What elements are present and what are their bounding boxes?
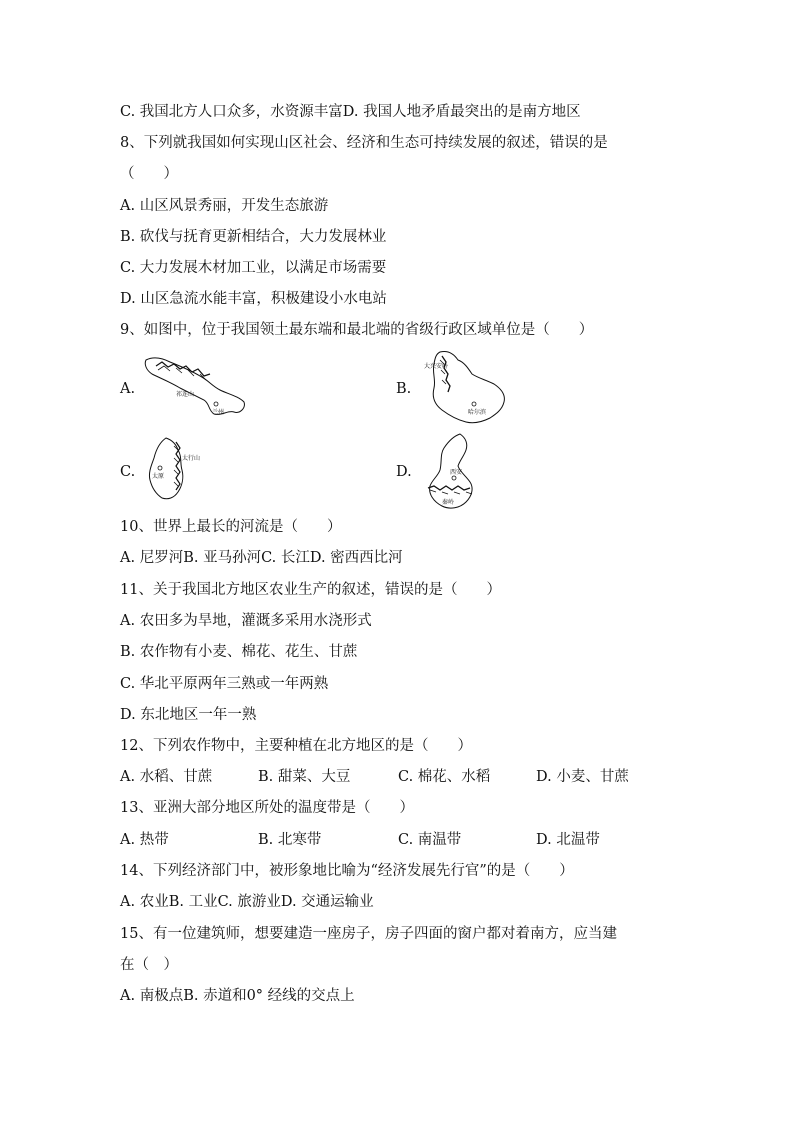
map-heilongjiang [420,348,510,428]
question-13-options [120,830,680,850]
option-c: C. 棉花、水稻 [398,769,491,785]
map-label: 太原 [152,473,165,480]
option-a: A. 水稻、甘蔗 [120,769,213,785]
question-14-options: A. 农业B. 工业C. 旅游业D. 交通运输业 [120,894,374,910]
map-label: 西安 [450,469,463,476]
map-option-b-label: B. [396,381,412,397]
map-label: 秦岭 [442,499,455,506]
map-label: 哈尔滨 [468,409,487,416]
map-shanxi [144,436,204,502]
map-label: 大兴安岭 [424,363,449,370]
question-13: 13、亚洲大部分地区所处的温度带是（ ） [120,800,414,816]
question-10: 10、世界上最长的河流是（ ） [120,519,342,535]
question-15-options: A. 南极点B. 赤道和0° 经线的交点上 [120,988,355,1004]
map-option-c-label: C. [120,464,136,480]
text-line: C. 我国北方人口众多，水资源丰富D. 我国人地矛盾最突出的是南方地区 [120,104,581,120]
map-option-a-label: A. [120,381,136,397]
option-a: A. 农田多为旱地，灌溉多采用水浇形式 [120,613,372,629]
question-12: 12、下列农作物中，主要种植在北方地区的是（ ） [120,738,472,754]
question-15-cont: 在（ ） [120,957,178,973]
question-8-blank: （ ） [120,166,178,182]
option-c: C. 华北平原两年三熟或一年两熟 [120,676,329,692]
option-c: C. 南温带 [398,832,462,848]
question-8: 8、下列就我国如何实现山区社会、经济和生态可持续发展的叙述，错误的是 [120,135,608,151]
map-label: 祁连山 [176,391,195,398]
option-c: C. 大力发展木材加工业，以满足市场需要 [120,260,387,276]
map-label: 兰州 [212,409,225,416]
option-d: D. 北温带 [536,832,600,848]
question-15: 15、有一位建筑师，想要建造一座房子，房子四面的窗户都对着南方，应当建 [120,926,617,942]
map-label: 太行山 [182,455,201,462]
option-d: D. 小麦、甘蔗 [536,769,629,785]
option-d: D. 山区急流水能丰富，积极建设小水电站 [120,291,387,307]
question-9: 9、如图中，位于我国领土最东端和最北端的省级行政区域单位是（ ） [120,322,594,338]
question-11: 11、关于我国北方地区农业生产的叙述，错误的是（ ） [120,582,501,598]
option-b: B. 农作物有小麦、棉花、花生、甘蔗 [120,644,358,660]
map-gansu [142,352,252,422]
option-b: B. 甜菜、大豆 [258,769,351,785]
question-10-options: A. 尼罗河B. 亚马孙河C. 长江D. 密西西比河 [120,550,403,566]
option-a: A. 山区风景秀丽，开发生态旅游 [120,198,329,214]
map-shaanxi [420,432,490,512]
option-b: B. 北寒带 [258,832,322,848]
question-12-options [120,767,680,787]
question-14: 14、下列经济部门中，被形象地比喻为“经济发展先行官”的是（ ） [120,863,574,879]
option-a: A. 热带 [120,832,169,848]
map-option-d-label: D. [396,464,412,480]
option-d: D. 东北地区一年一熟 [120,707,257,723]
option-b: B. 砍伐与抚育更新相结合，大力发展林业 [120,229,387,245]
